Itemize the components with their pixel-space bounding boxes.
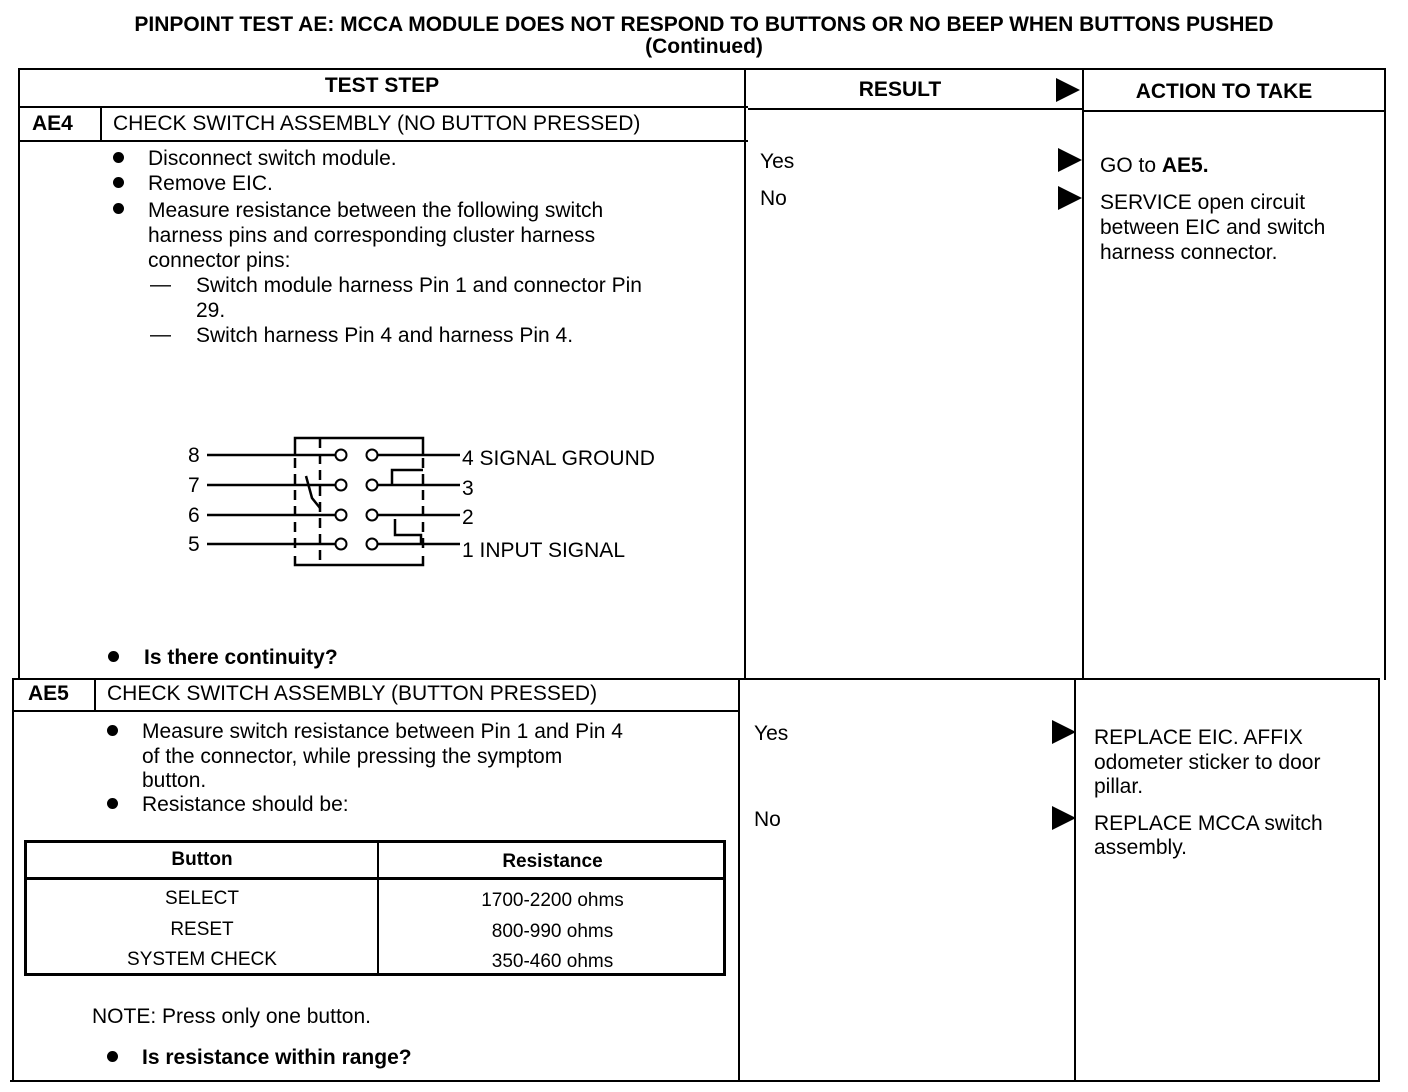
ae5-action-yes-line2: odometer sticker to door bbox=[1094, 751, 1321, 774]
table-right-border-upper bbox=[1384, 68, 1386, 680]
ae4-dash1-line1: Switch module harness Pin 1 and connector Pin bbox=[196, 274, 642, 297]
ae4-result-no: No bbox=[760, 187, 787, 210]
ae5-measure-line2: of the connector, while pressing the symptom bbox=[142, 745, 563, 768]
col-header-button: Button bbox=[171, 849, 233, 870]
ae5-id-divider bbox=[94, 678, 96, 712]
dash-icon: — bbox=[150, 273, 171, 296]
ae5-action-no-line2: assembly. bbox=[1094, 836, 1187, 859]
ae5-resist-label: Resistance should be: bbox=[142, 793, 349, 816]
bullet-icon bbox=[113, 152, 124, 163]
header-arrow-icon bbox=[1056, 78, 1080, 102]
switch-diagram bbox=[180, 428, 720, 578]
pin-label-6: 6 bbox=[188, 504, 200, 527]
table-cell-button: SYSTEM CHECK bbox=[127, 949, 277, 970]
table-cell-button: RESET bbox=[170, 919, 234, 940]
pin-label-1-input-signal: 1 INPUT SIGNAL bbox=[462, 539, 625, 562]
ae5-measure-line1: Measure switch resistance between Pin 1 and Pin 4 bbox=[142, 720, 623, 743]
pin-label-7: 7 bbox=[188, 474, 200, 497]
ae4-bullet-remove-eic: Remove EIC. bbox=[148, 172, 273, 195]
header-test-step: TEST STEP bbox=[324, 74, 440, 97]
table-cell-button: SELECT bbox=[165, 888, 239, 909]
table-left-border-lower bbox=[12, 678, 14, 1082]
page-title: PINPOINT TEST AE: MCCA MODULE DOES NOT RESPOND TO BUTTONS OR NO BEEP WHEN BUTTONS PUSHED bbox=[134, 13, 1274, 36]
ae5-action-yes-line1: REPLACE EIC. AFFIX bbox=[1094, 726, 1303, 749]
bullet-icon bbox=[107, 725, 118, 736]
ae4-action-yes bbox=[1100, 153, 1209, 178]
ae4-action-yes-prefix: GO to bbox=[1100, 154, 1162, 177]
ae5-result-yes: Yes bbox=[754, 722, 789, 745]
ae4-question: Is there continuity? bbox=[144, 646, 338, 669]
action-col-left-upper bbox=[1082, 68, 1084, 680]
ae5-action-yes-line3: pillar. bbox=[1094, 775, 1144, 798]
ae4-dash2: Switch harness Pin 4 and harness Pin 4. bbox=[196, 324, 574, 347]
ae5-measure-line3: button. bbox=[142, 769, 207, 792]
header-rule-left bbox=[20, 106, 748, 108]
ae5-step-title: CHECK SWITCH ASSEMBLY (BUTTON PRESSED) bbox=[107, 682, 598, 705]
ae5-title-rule bbox=[12, 710, 740, 712]
ae4-action-yes-ref: AE5. bbox=[1161, 154, 1209, 177]
col-header-resistance: Resistance bbox=[502, 851, 603, 872]
header-result: RESULT bbox=[858, 78, 942, 101]
ae4-title-rule bbox=[20, 140, 748, 142]
result-col-left-lower bbox=[738, 678, 740, 1082]
bullet-icon bbox=[113, 177, 124, 188]
ae4-action-no-line1: SERVICE open circuit bbox=[1100, 191, 1306, 214]
arrow-right-icon bbox=[1052, 806, 1076, 830]
pin-label-5: 5 bbox=[188, 533, 200, 556]
page-subtitle: (Continued) bbox=[645, 35, 763, 58]
bullet-icon bbox=[108, 651, 119, 662]
ae4-measure-line3: connector pins: bbox=[148, 249, 291, 272]
ae4-step-id: AE4 bbox=[32, 112, 73, 135]
ae4-step-title: CHECK SWITCH ASSEMBLY (NO BUTTON PRESSED) bbox=[113, 112, 641, 135]
pin-label-4-signal-ground: 4 SIGNAL GROUND bbox=[462, 447, 655, 470]
result-col-left-upper bbox=[744, 68, 746, 680]
ae4-dash1-line2: 29. bbox=[196, 299, 226, 322]
table-top-border bbox=[20, 68, 1386, 70]
arrow-right-icon bbox=[1058, 148, 1082, 172]
ae5-question: Is resistance within range? bbox=[142, 1046, 412, 1069]
resistance-table-header-rule bbox=[27, 877, 723, 880]
pin-label-2: 2 bbox=[462, 506, 474, 529]
ae4-id-divider bbox=[100, 106, 102, 142]
arrow-right-icon bbox=[1052, 720, 1076, 744]
dash-icon: — bbox=[150, 323, 171, 346]
ae5-note: NOTE: Press only one button. bbox=[92, 1005, 371, 1028]
ae5-step-id: AE5 bbox=[28, 682, 69, 705]
table-left-border-upper bbox=[18, 68, 20, 678]
arrow-right-icon bbox=[1058, 186, 1082, 210]
header-rule-action bbox=[1084, 110, 1386, 112]
table-bottom-border bbox=[10, 1080, 1380, 1082]
table-cell-resistance: 800-990 ohms bbox=[491, 921, 614, 942]
resistance-table bbox=[24, 840, 726, 976]
ae5-result-no: No bbox=[754, 808, 781, 831]
ae4-action-no-line3: harness connector. bbox=[1100, 241, 1278, 264]
table-cell-resistance: 350-460 ohms bbox=[491, 951, 614, 972]
header-rule-result bbox=[748, 108, 1084, 110]
ae4-measure-line2: harness pins and corresponding cluster harness bbox=[148, 224, 596, 247]
bullet-icon bbox=[113, 203, 124, 214]
ae4-ae5-divider bbox=[12, 678, 1380, 680]
bullet-icon bbox=[107, 798, 118, 809]
contact-terminals bbox=[336, 450, 378, 550]
header-action-to-take: ACTION TO TAKE bbox=[1135, 80, 1313, 103]
pin-label-8: 8 bbox=[188, 444, 200, 467]
table-right-border-lower bbox=[1378, 678, 1380, 1082]
table-cell-resistance: 1700-2200 ohms bbox=[481, 890, 624, 911]
bullet-icon bbox=[107, 1051, 118, 1062]
ae4-action-no-line2: between EIC and switch bbox=[1100, 216, 1326, 239]
ae4-result-yes: Yes bbox=[760, 150, 795, 173]
ae5-action-no-line1: REPLACE MCCA switch bbox=[1094, 812, 1323, 835]
ae4-bullet-disconnect: Disconnect switch module. bbox=[148, 147, 397, 170]
ae4-measure-line1: Measure resistance between the following switch bbox=[148, 199, 604, 222]
pin-label-3: 3 bbox=[462, 477, 474, 500]
